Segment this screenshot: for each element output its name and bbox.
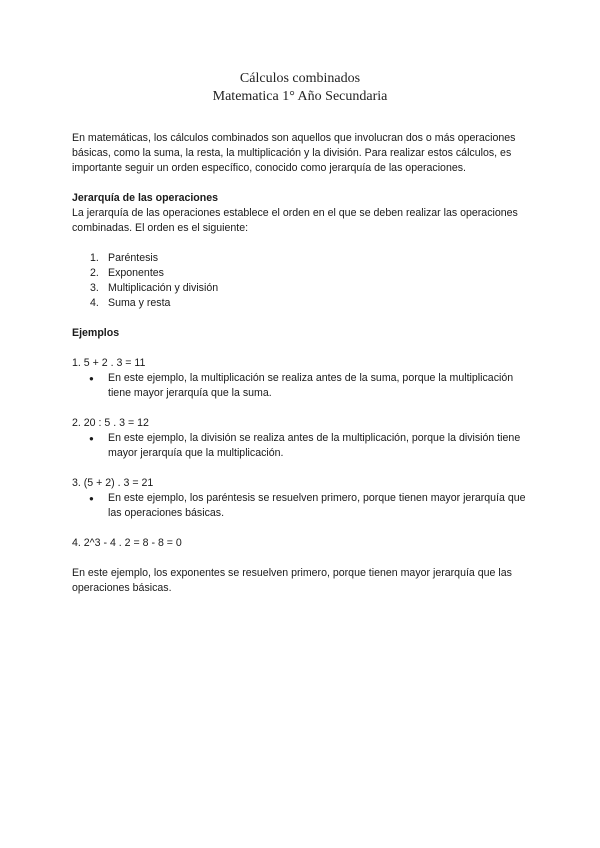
example-3: [72, 476, 528, 521]
example-2: [72, 416, 528, 461]
list-item-number: 2.: [90, 267, 99, 279]
list-item: [72, 251, 528, 266]
list-item-label: Suma y resta: [108, 297, 171, 309]
bullet-item: [72, 431, 528, 461]
bullet-icon: ●: [89, 434, 94, 443]
document-page: [72, 70, 528, 596]
list-item-number: 3.: [90, 282, 99, 294]
list-item: [72, 281, 528, 296]
examples-heading: Ejemplos: [72, 327, 120, 339]
example-bullets: [72, 491, 528, 521]
title-line-1: Cálculos combinados: [239, 71, 361, 86]
list-item-label: Multiplicación y división: [108, 282, 219, 294]
example-expression: 3. (5 + 2) . 3 = 21: [72, 477, 154, 489]
example-expression: 2. 20 : 5 . 3 = 12: [72, 417, 149, 429]
list-item-number: 1.: [90, 252, 99, 264]
hierarchy-list: [72, 251, 528, 311]
hierarchy-heading: Jerarquía de las operaciones: [72, 192, 219, 204]
hierarchy-paragraph: La jerarquía de las operaciones establece el orden en el que se deben realizar las operaciones combinadas. El orden es el siguiente:: [72, 207, 518, 234]
example-1: [72, 356, 528, 401]
bullet-item: [72, 371, 528, 401]
list-item-number: 4.: [90, 297, 99, 309]
example-bullets: [72, 431, 528, 461]
example-expression: 4. 2^3 - 4 . 2 = 8 - 8 = 0: [72, 537, 182, 549]
document-title: [72, 70, 528, 106]
bullet-text: En este ejemplo, los paréntesis se resuelven primero, porque tienen mayor jerarquía que las operaciones básicas.: [108, 492, 526, 519]
closing-paragraph: En este ejemplo, los exponentes se resuelven primero, porque tienen mayor jerarquía que las operaciones básicas.: [72, 567, 512, 594]
list-item-label: Paréntesis: [108, 252, 159, 264]
list-item: [72, 266, 528, 281]
list-item-label: Exponentes: [108, 267, 164, 279]
title-line-2: Matematica 1° Año Secundaria: [212, 89, 388, 104]
example-4: [72, 536, 528, 551]
example-expression: 1. 5 + 2 . 3 = 11: [72, 357, 146, 369]
bullet-icon: ●: [89, 374, 94, 383]
bullet-text: En este ejemplo, la multiplicación se realiza antes de la suma, porque la multiplicación tiene mayor jerarquía que la suma.: [108, 372, 514, 399]
example-bullets: [72, 371, 528, 401]
bullet-item: [72, 491, 528, 521]
bullet-text: En este ejemplo, la división se realiza antes de la multiplicación, porque la división tiene mayor jerarquía que la multiplicación.: [108, 432, 521, 459]
bullet-icon: ●: [89, 494, 94, 503]
list-item: [72, 296, 528, 311]
intro-paragraph: En matemáticas, los cálculos combinados son aquellos que involucran dos o más operaciones básicas, como la suma, la resta, la multiplicación y la división. Para realizar estos cálculos, es importante seguir un orden específico, conocido como jerarquía de las operaciones.: [72, 132, 516, 174]
